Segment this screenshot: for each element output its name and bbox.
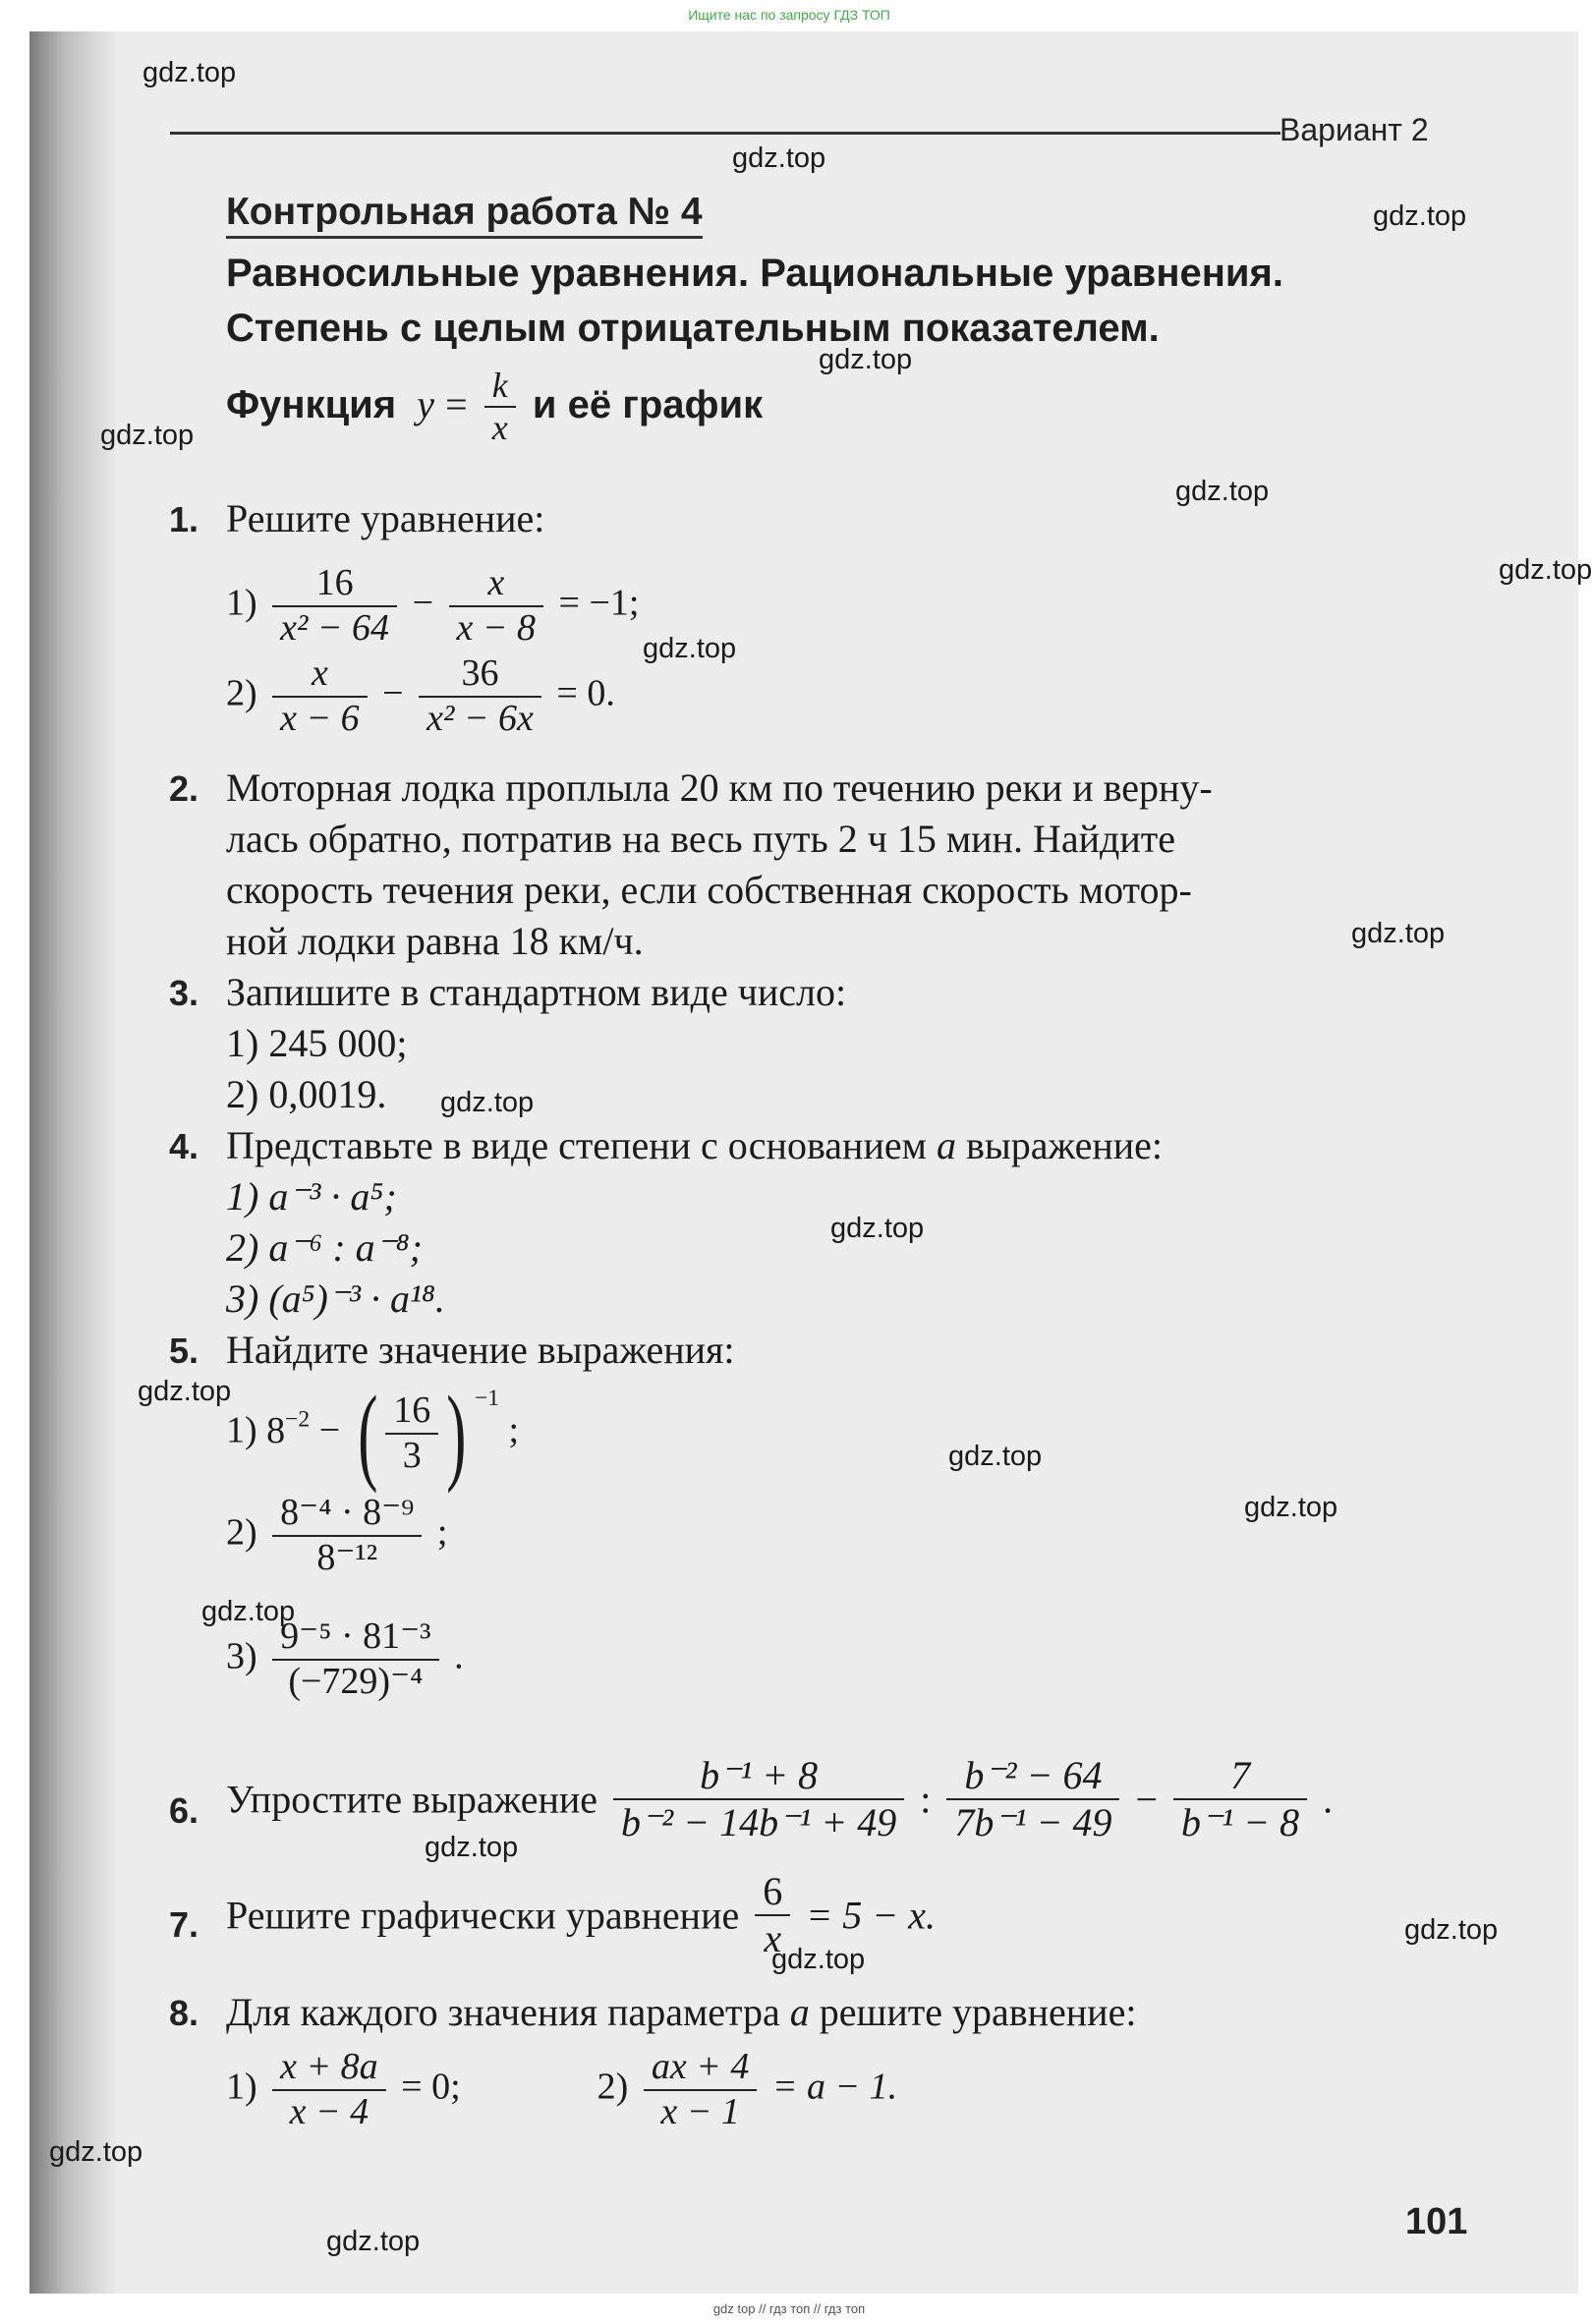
task-4-item-1: 1) a⁻³ · a⁵;: [226, 1174, 397, 1219]
watermark: gdz.top: [1351, 918, 1446, 949]
topic-line-3: [226, 366, 763, 449]
fraction: [272, 1615, 438, 1703]
task-8-variable: a: [789, 1990, 810, 2034]
watermark: gdz.top: [425, 1832, 519, 1863]
denominator: x² − 64: [272, 605, 397, 651]
denominator: x − 6: [272, 696, 368, 741]
task-8-text-end: решите уравнение:: [819, 1990, 1137, 2034]
exponent: −2: [285, 1406, 311, 1433]
task-3-item-1: 1) 245 000;: [226, 1021, 408, 1065]
denominator: (−729)⁻⁴: [272, 1659, 438, 1704]
task-5-number: 5.: [169, 1331, 199, 1371]
watermark: gdz.top: [49, 2136, 143, 2168]
numerator: b⁻² − 64: [964, 1753, 1103, 1797]
fraction: [385, 1389, 438, 1477]
scanned-page: [29, 31, 1592, 2294]
numerator: 6: [763, 1869, 783, 1913]
fraction: [272, 562, 397, 650]
watermark: gdz.top: [1404, 1914, 1499, 1946]
task-2-line-2: лась обратно, потратив на весь путь 2 ч 15 мин. Найдите: [226, 817, 1175, 861]
task-6-number: 6.: [169, 1790, 199, 1831]
work-title: Контрольная работа № 4: [226, 191, 703, 239]
item-label: 1): [226, 2066, 257, 2108]
task-6-content: [226, 1753, 1333, 1845]
operator: −: [1135, 1777, 1159, 1822]
topic-line-1: Равносильные уравнения. Рациональные уравнения.: [226, 252, 1283, 295]
item-label: 2): [597, 2066, 629, 2108]
denominator: x − 4: [272, 2089, 386, 2134]
top-banner[interactable]: Ищите нас по запросу ГДЗ ТОП: [688, 7, 890, 23]
fraction: [644, 2046, 758, 2133]
fraction: [946, 1753, 1119, 1845]
watermark: gdz.top: [142, 57, 237, 88]
task-1-number: 1.: [169, 499, 199, 539]
watermark: gdz.top: [771, 1944, 866, 1975]
operator: :: [920, 1777, 932, 1822]
numerator: x: [311, 652, 328, 694]
watermark: gdz.top: [819, 344, 913, 375]
bottom-banner[interactable]: gdz top // гдз топ // гдз топ: [712, 2301, 866, 2316]
end-mark: ;: [436, 1511, 448, 1554]
watermark: gdz.top: [948, 1441, 1043, 1472]
task-2-number: 2.: [169, 768, 199, 809]
operator: −: [318, 1409, 341, 1451]
right-side: = −1;: [558, 582, 640, 624]
task-2-line-3: скорость течения реки, если собственная скорость мотор-: [226, 868, 1192, 912]
denominator: x − 8: [449, 605, 544, 651]
topic-function-word: Функция: [226, 382, 397, 426]
operator: −: [382, 672, 404, 714]
numerator: 7: [1230, 1753, 1251, 1797]
watermark: gdz.top: [440, 1087, 535, 1118]
task-3-text: Запишите в стандартном виде число:: [226, 970, 847, 1014]
power: [266, 1406, 311, 1451]
task-1-text: Решите уравнение:: [226, 496, 545, 540]
task-5-item-3: [226, 1615, 464, 1703]
right-side: = 0;: [401, 2066, 461, 2108]
numerator: 16: [393, 1389, 431, 1432]
denominator: x: [755, 1914, 790, 1961]
watermark: gdz.top: [138, 1376, 232, 1407]
task-8-text-start: Для каждого значения параметра: [226, 1990, 780, 2034]
task-1-item-2: [226, 652, 615, 740]
topic-graph-word: и её график: [532, 382, 764, 426]
task-2-line-4: ной лодки равна 18 км/ч.: [226, 919, 644, 963]
right-side: = 0.: [556, 672, 615, 714]
numerator: 9⁻⁵ · 81⁻³: [280, 1615, 431, 1657]
fraction: [272, 652, 368, 740]
numerator: 8⁻⁴ · 8⁻⁹: [280, 1492, 415, 1533]
end-mark: .: [1323, 1777, 1334, 1822]
page-number: 101: [1405, 2201, 1468, 2242]
numerator: x: [487, 562, 505, 603]
operator: −: [412, 582, 433, 624]
numerator: 16: [315, 562, 354, 603]
task-4-text-start: Представьте в виде степени с основанием: [226, 1123, 927, 1167]
numerator: x + 8a: [280, 2046, 378, 2087]
task-5-item-1: [226, 1374, 520, 1494]
denominator: x² − 6x: [419, 696, 541, 741]
task-2-line-1: Моторная лодка проплыла 20 км по течению реки и верну-: [226, 765, 1213, 810]
watermark: gdz.top: [732, 142, 826, 174]
task-3-item-2: 2) 0,0019.: [226, 1072, 387, 1116]
fraction: [272, 2046, 386, 2133]
task-4-item-2: 2) a⁻⁶ : a⁻⁸;: [226, 1225, 423, 1270]
item-label: 1): [226, 1409, 257, 1451]
item-label: 3): [226, 1635, 257, 1677]
watermark: gdz.top: [830, 1213, 925, 1244]
fraction: [1173, 1753, 1307, 1845]
watermark: gdz.top: [1175, 476, 1270, 507]
right-side: = a − 1.: [771, 2066, 898, 2108]
watermark: gdz.top: [100, 420, 195, 451]
task-4-text-end: выражение:: [965, 1123, 1163, 1167]
task-8-text: [226, 1989, 1136, 2035]
watermark: gdz.top: [643, 633, 737, 664]
topic-formula-y: y: [417, 381, 434, 426]
task-1-item-1: [226, 562, 639, 650]
item-label: 2): [226, 1511, 257, 1554]
watermark: gdz.top: [1244, 1492, 1338, 1523]
task-8-items: [226, 2046, 897, 2133]
watermark: gdz.top: [326, 2226, 421, 2257]
end-mark: .: [454, 1635, 464, 1677]
fraction: [613, 1753, 904, 1845]
topic-formula-num: k: [491, 366, 508, 405]
task-4-item-3: 3) (a⁵)⁻³ · a¹⁸.: [226, 1276, 445, 1321]
numerator: ax + 4: [651, 2046, 750, 2087]
header-rule: [170, 132, 1280, 135]
task-4-text: [226, 1122, 1163, 1168]
fraction: [449, 562, 544, 650]
right-side: = 5 − x.: [806, 1893, 936, 1938]
numerator: b⁻¹ + 8: [700, 1753, 819, 1797]
fraction: [272, 1492, 422, 1579]
page-binding-shadow: [29, 31, 118, 2294]
topic-formula-den: x: [484, 406, 516, 448]
task-5-item-2: [226, 1492, 447, 1579]
end-mark: ;: [508, 1409, 520, 1451]
item-label: 2): [226, 672, 257, 714]
watermark: gdz.top: [1499, 554, 1592, 586]
task-3-number: 3.: [169, 973, 199, 1013]
variant-label: Вариант 2: [1279, 112, 1429, 147]
task-7-text: Решите графически уравнение: [226, 1893, 740, 1938]
fraction: [419, 652, 541, 740]
denominator: 8⁻¹²: [272, 1535, 422, 1580]
topic-formula-eq: =: [445, 381, 468, 426]
denominator: 3: [385, 1433, 438, 1478]
denominator: b⁻¹ − 8: [1173, 1798, 1307, 1845]
denominator: x − 1: [644, 2089, 758, 2134]
watermark: gdz.top: [1373, 200, 1467, 232]
task-4-variable: a: [936, 1123, 956, 1167]
left-paren: (: [357, 1374, 378, 1494]
base: 8: [266, 1409, 286, 1451]
task-4-number: 4.: [169, 1126, 199, 1166]
right-paren: ): [446, 1374, 467, 1494]
item-label: 1): [226, 582, 257, 624]
denominator: b⁻² − 14b⁻¹ + 49: [613, 1798, 904, 1845]
outer-exponent: −1: [474, 1386, 499, 1412]
denominator: 7b⁻¹ − 49: [946, 1798, 1119, 1845]
topic-formula-fraction: [484, 366, 516, 449]
task-5-text: Найдите значение выражения:: [226, 1328, 735, 1372]
topic-line-2: Степень с целым отрицательным показателем.: [226, 307, 1160, 350]
task-8-number: 8.: [169, 1993, 199, 2033]
watermark: gdz.top: [201, 1596, 296, 1627]
task-7-number: 7.: [169, 1904, 199, 1945]
numerator: 36: [461, 652, 499, 694]
task-6-text: Упростите выражение: [226, 1777, 598, 1822]
